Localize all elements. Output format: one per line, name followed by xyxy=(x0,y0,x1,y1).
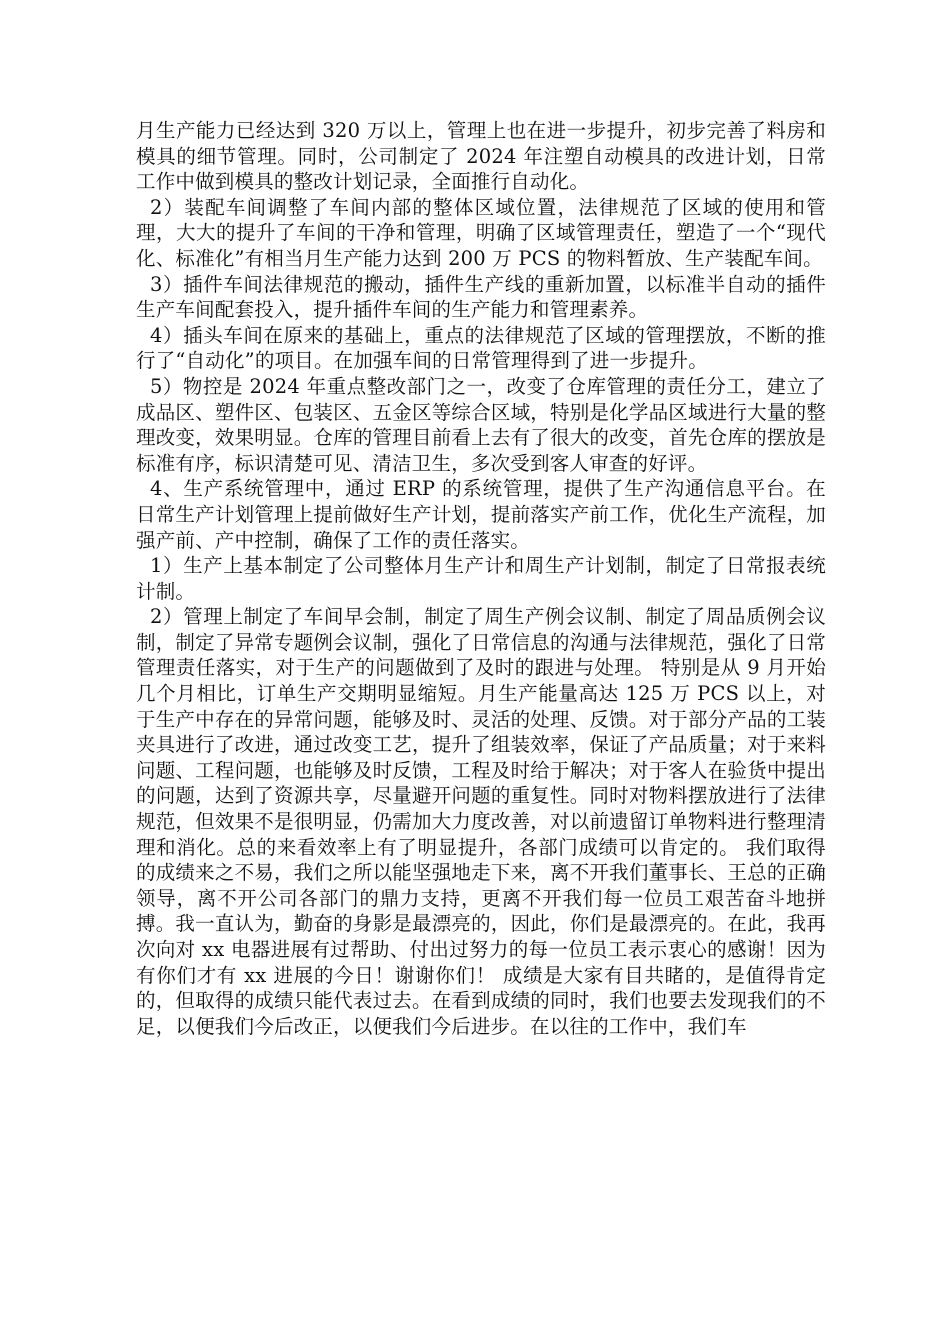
paragraph-assembly-workshop: 2）装配车间调整了车间内部的整体区域位置，法律规范了区域的使用和管理，大大的提升了车间的干净和管理，明确了区域管理责任，塑造了一个“现代化、标准化”有相当月生产能力达到 200 万 PCS 的物料暂放、生产装配车间。 xyxy=(136,195,826,270)
paragraph-plugin-workshop: 3）插件车间法律规范的搬动，插件生产线的重新加置，以标准半自动的插件生产车间配套投入，提升插件车间的生产能力和管理素养。 xyxy=(136,272,826,322)
paragraph-continuation: 月生产能力已经达到 320 万以上，管理上也在进一步提升，初步完善了料房和模具的细节管理。同时，公司制定了 2024 年注塑自动模具的改进计划，日常工作中做到模具的整改计划记录，全面推行自动化。 xyxy=(136,119,826,194)
paragraph-plug-workshop: 4）插头车间在原来的基础上，重点的法律规范了区域的管理摆放，不断的推行了“自动化”的项目。在加强车间的日常管理得到了进一步提升。 xyxy=(136,323,826,373)
paragraph-material-control: 5）物控是 2024 年重点整改部门之一，改变了仓库管理的责任分工，建立了成品区、塑件区、包装区、五金区等综合区域，特别是化学品区域进行大量的整理改变，效果明显。仓库的管理目前看上去有了很大的改变，首先仓库的摆放是标准有序，标识清楚可见、清洁卫生，多次受到客人审查的好评。 xyxy=(136,374,826,475)
paragraph-production-plan: 1）生产上基本制定了公司整体月生产计和周生产计划制，制定了日常报表统计制。 xyxy=(136,554,826,603)
paragraph-production-system: 4、生产系统管理中，通过 ERP 的系统管理，提供了生产沟通信息平台。在日常生产计划管理上提前做好生产计划，提前落实产前工作，优化生产流程，加强产前、产中控制，确保了工作的责任落实。 xyxy=(136,477,826,552)
document-body xyxy=(136,118,826,1039)
paragraph-management-meetings: 2）管理上制定了车间早会制，制定了周生产例会议制、制定了周品质例会议制，制定了异常专题例会议制，强化了日常信息的沟通与法律规范，强化了日常管理责任落实，对于生产的问题做到了及时的跟进与处理。 特别是从 9 月开始几个月相比，订单生产交期明显缩短。月生产能量高达 125 万 PCS 以上，对于生产中存在的异常问题，能够及时、灵活的处理、反馈。对于部分产品的工装夹具进行了改进，通过改变工艺，提升了组装效率，保证了产品质量；对于来料问题、工程问题，也能够及时反馈，工程及时给于解决；对于客人在验货中提出的问题，达到了资源共享，尽量避开问题的重复性。同时对物料摆放进行了法律规范，但效果不是很明显，仍需加大力度改善，对以前遗留订单物料进行整理清理和消化。总的来看效率上有了明显提升，各部门成绩可以肯定的。 我们取得的成绩来之不易，我们之所以能坚强地走下来，离不开我们董事长、王总的正确领导，离不开公司各部门的鼎力支持，更离不开我们每一位员工艰苦奋斗地拼搏。我一直认为，勤奋的身影是最漂亮的，因此，你们是最漂亮的。在此，我再次向对 xx 电器进展有过帮助、付出过努力的每一位员工表示衷心的感谢！因为有你们才有 xx 进展的今日！谢谢你们！ 成绩是大家有目共睹的，是值得肯定的，但取得的成绩只能代表过去。在看到成绩的同时，我们也要去发现我们的不足，以便我们今后改正，以便我们今后进步。在以往的工作中，我们车 xyxy=(136,605,826,1038)
